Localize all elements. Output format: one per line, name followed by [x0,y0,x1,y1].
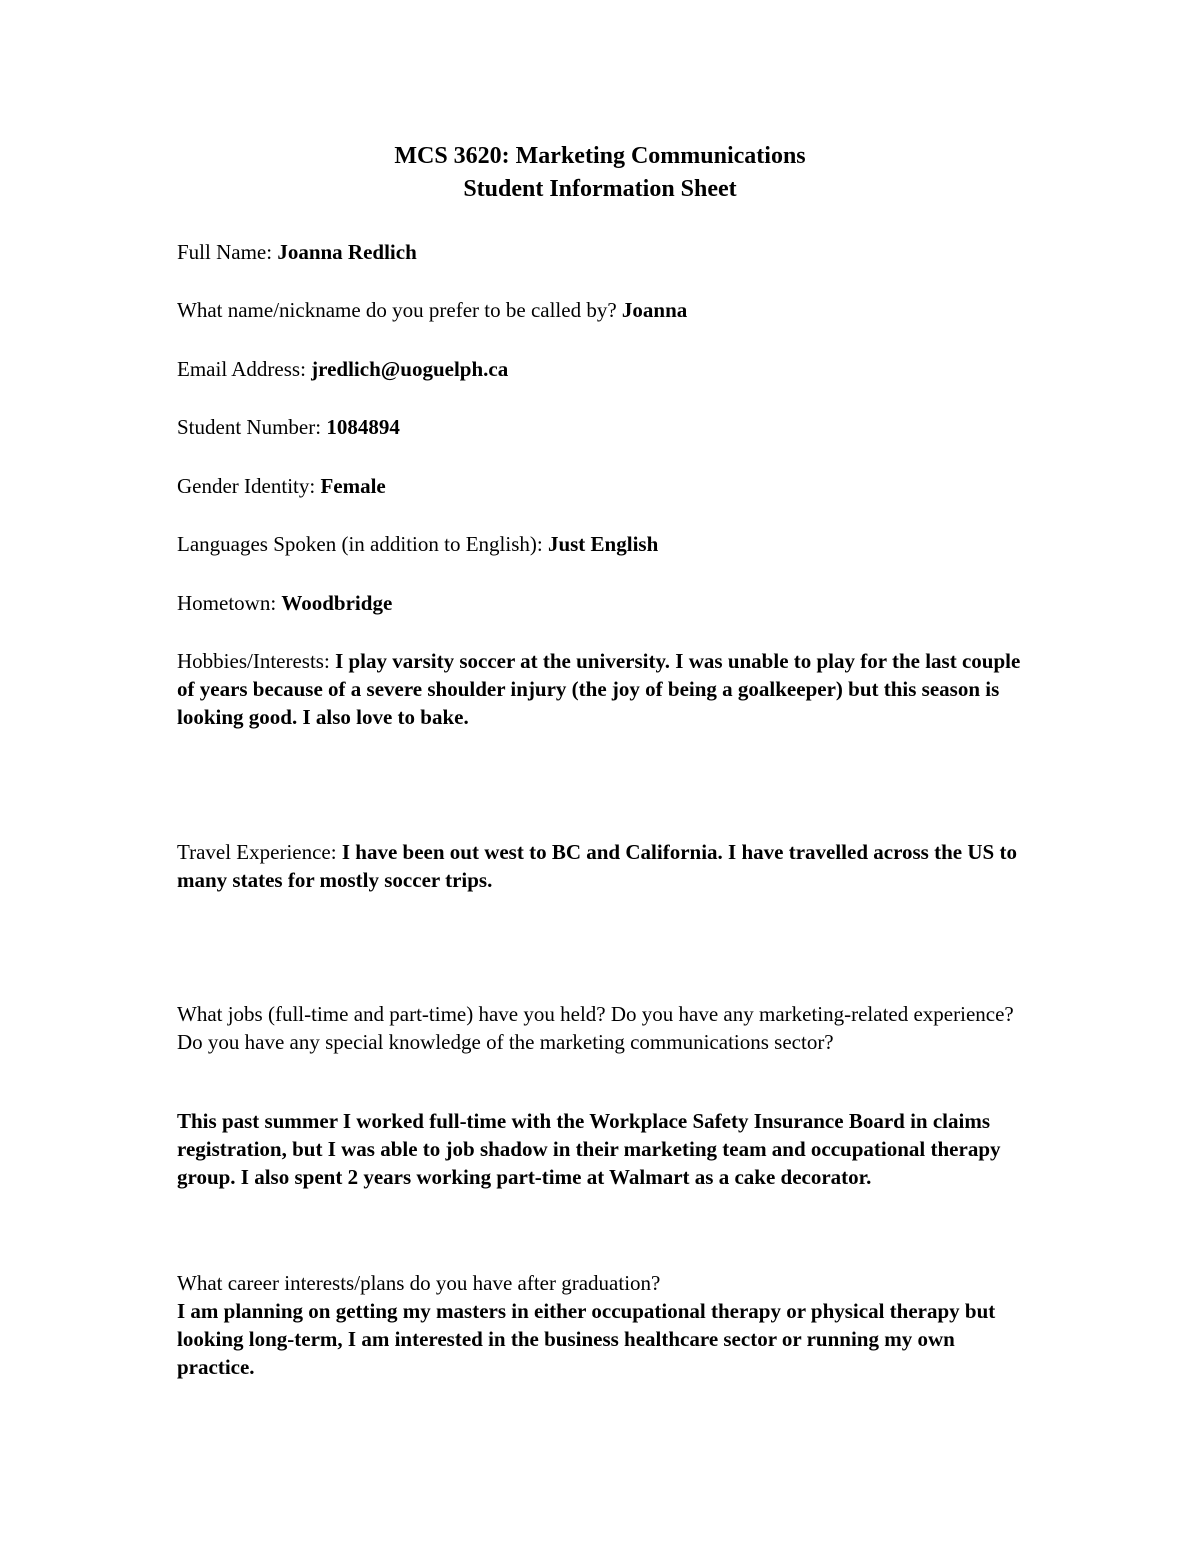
hobbies-label: Hobbies/Interests: [177,649,330,673]
travel-value: I have been out west to BC and California. I have travelled across the US to many states for mostly soccer trips. [177,840,1017,892]
hobbies-value: I play varsity soccer at the university. I was unable to play for the last couple of years because of a severe shoulder injury (the joy of being a goalkeeper) but this season is looking good. I also love to bake. [177,649,1021,729]
languages-label: Languages Spoken (in addition to English): [177,532,543,556]
full-name-value: Joanna Redlich [277,240,417,264]
student-number-field [177,413,1037,441]
languages-value: Just English [547,532,659,556]
jobs-answer [177,1107,1037,1191]
hobbies-field [177,647,1037,731]
full-name-field [177,238,1037,266]
languages-field [177,530,1037,558]
travel-label: Travel Experience: [177,840,337,864]
jobs-answer-text: This past summer I worked full-time with the Workplace Safety Insurance Board in claims registration, but I was able to job shadow in their marketing team and occupational therapy group. I also spent 2 years working part-time at Walmart as a cake decorator. [177,1109,1001,1189]
nickname-label: What name/nickname do you prefer to be called by? [177,298,617,322]
page-title: MCS 3620: Marketing Communications [394,143,806,169]
gender-value: Female [320,474,386,498]
hometown-label: Hometown: [177,591,277,615]
document-header [0,140,1200,206]
gender-label: Gender Identity: [177,474,316,498]
travel-field [177,838,1037,894]
hometown-field [177,589,1037,617]
gender-field [177,472,1037,500]
career-field [177,1269,1037,1381]
jobs-question-text: What jobs (full-time and part-time) have you held? Do you have any marketing-related experience? Do you have any special knowledge of the marketing communications sector? [177,1002,1014,1054]
hometown-value: Woodbridge [281,591,393,615]
jobs-question [177,1000,1037,1056]
email-label: Email Address: [177,357,306,381]
email-value: jredlich@uoguelph.ca [311,357,509,381]
page-subtitle: Student Information Sheet [463,176,737,202]
email-field [177,355,1037,383]
student-number-label: Student Number: [177,415,322,439]
full-name-label: Full Name: [177,240,273,264]
career-answer-text: I am planning on getting my masters in either occupational therapy or physical therapy but looking long-term, I am interested in the business healthcare sector or running my own practice. [177,1299,996,1379]
nickname-field [177,296,1037,324]
career-question-text: What career interests/plans do you have after graduation? [177,1271,661,1295]
nickname-value: Joanna [621,298,688,322]
student-number-value: 1084894 [326,415,400,439]
